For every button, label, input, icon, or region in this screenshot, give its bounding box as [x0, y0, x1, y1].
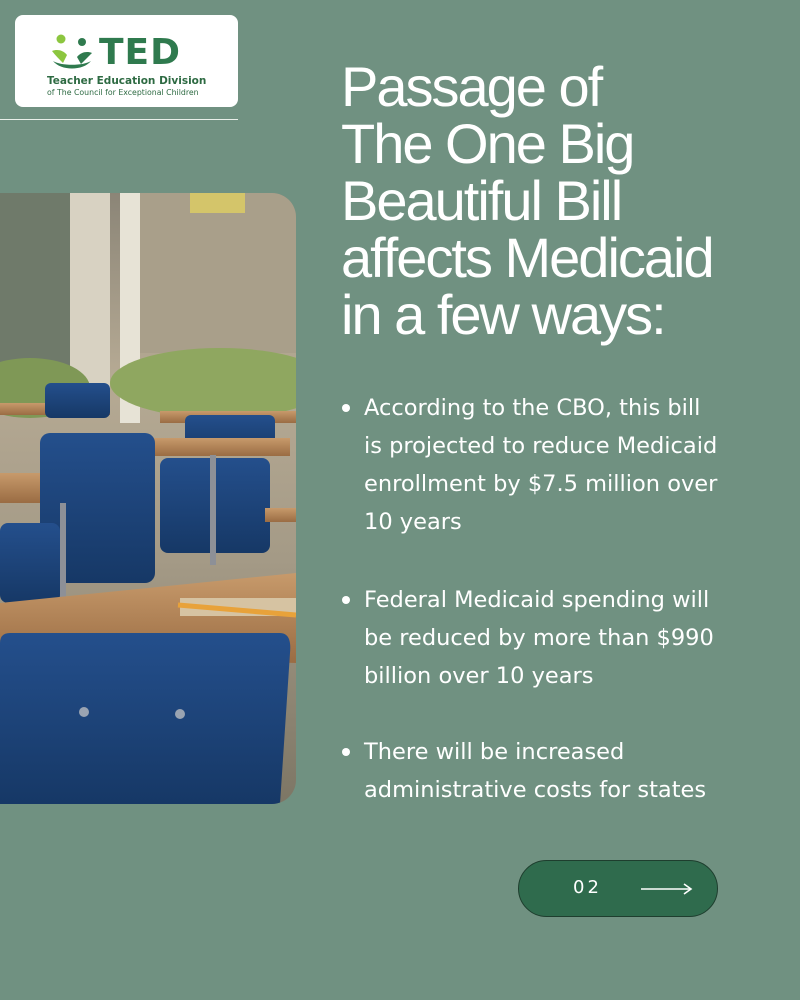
bullet-line: be reduced by more than $990 [364, 625, 714, 651]
bullet-line: Federal Medicaid spending will [364, 587, 710, 613]
page-title [341, 55, 781, 346]
header-divider [0, 119, 238, 120]
bullet-list [340, 389, 770, 809]
logo-wordmark: TED [99, 32, 182, 73]
bullet-line: There will be increased [364, 739, 625, 765]
classroom-image [0, 193, 296, 804]
list-item [340, 733, 770, 809]
bullet-line: enrollment by $7.5 million over [364, 471, 718, 497]
list-item [340, 389, 770, 541]
bullet-line: billion over 10 years [364, 663, 594, 689]
bullet-line: is projected to reduce Medicaid [364, 433, 718, 459]
ted-logo [15, 15, 238, 107]
bullet-icon [342, 748, 350, 756]
list-item [340, 581, 770, 695]
logo-tagline: of The Council for Exceptional Children [47, 88, 199, 97]
next-page-button[interactable] [518, 860, 718, 917]
ted-people-icon [49, 33, 95, 73]
classroom-photo [0, 193, 296, 804]
bullet-line: administrative costs for states [364, 777, 707, 803]
bullet-icon [342, 596, 350, 604]
title-line: affects Medicaid [341, 226, 713, 289]
bullet-line: 10 years [364, 509, 462, 535]
title-line: The One Big [341, 112, 634, 175]
right-arrow-icon [641, 881, 693, 897]
bullet-icon [342, 404, 350, 412]
bullet-line: According to the CBO, this bill [364, 395, 701, 421]
title-line: Passage of [341, 55, 602, 118]
logo-subtitle: Teacher Education Division [47, 75, 207, 87]
title-line: Beautiful Bill [341, 169, 622, 232]
title-line: in a few ways: [341, 283, 665, 346]
page-number: 02 [573, 877, 602, 898]
